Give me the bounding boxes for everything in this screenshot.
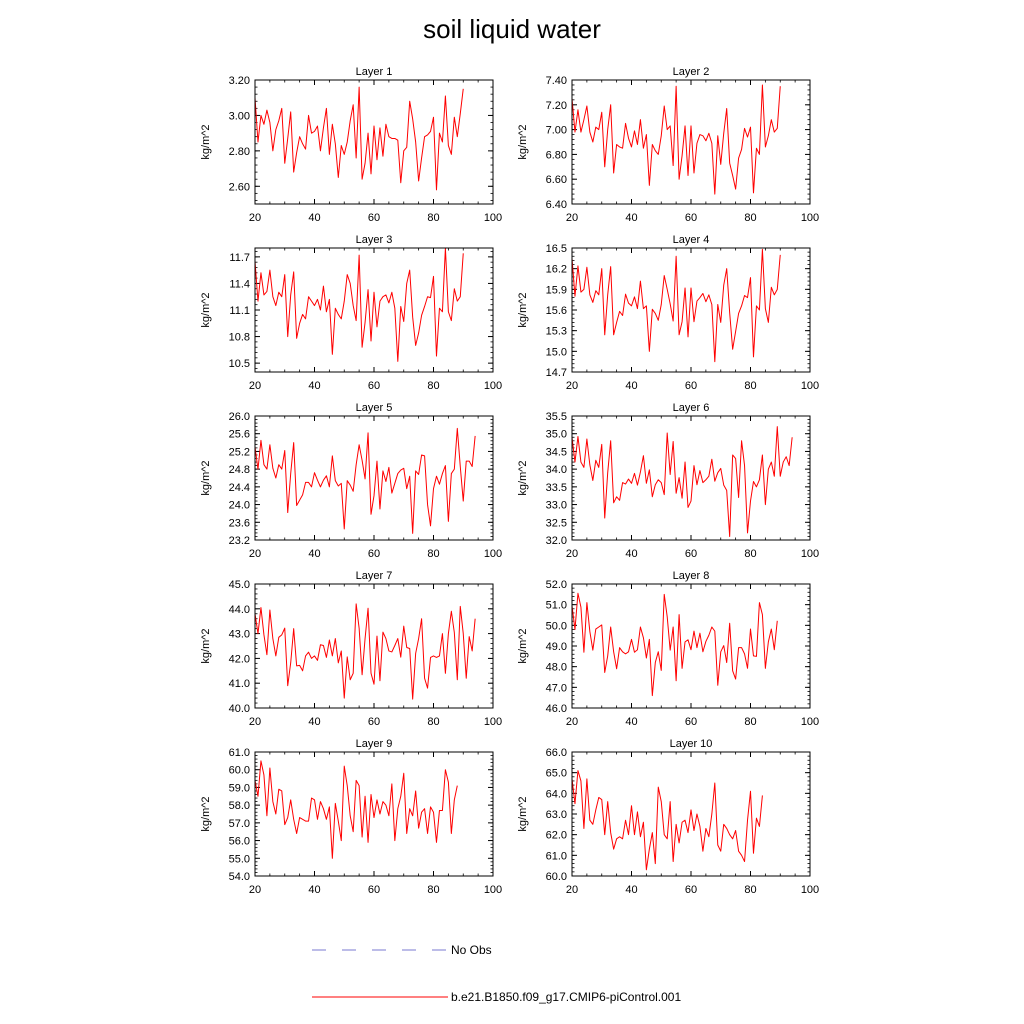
y-tick-label: 6.60 xyxy=(545,174,567,187)
x-tick-label: 60 xyxy=(367,716,381,728)
x-tick-label: 60 xyxy=(684,716,698,728)
plot-frame xyxy=(255,584,493,708)
x-tick-label: 40 xyxy=(308,212,321,224)
y-tick-label: 26.0 xyxy=(228,411,250,423)
y-tick-label: 55.0 xyxy=(228,853,250,866)
x-tick-label: 40 xyxy=(308,716,321,728)
y-tick-label: 35.5 xyxy=(545,411,567,423)
y-tick-label: 61.0 xyxy=(228,747,250,759)
panel-title: Layer 10 xyxy=(669,738,713,750)
y-tick-label: 16.5 xyxy=(545,243,567,255)
y-tick-label: 60.0 xyxy=(545,871,567,883)
x-tick-label: 100 xyxy=(483,884,503,896)
y-tick-label: 23.2 xyxy=(228,535,250,547)
y-tick-label: 32.0 xyxy=(545,535,567,547)
x-tick-label: 100 xyxy=(483,380,503,392)
y-tick-label: 11.1 xyxy=(229,305,250,317)
x-tick-label: 80 xyxy=(744,884,757,896)
series-line xyxy=(255,87,463,190)
y-axis-label: kg/m^2 xyxy=(200,796,212,832)
x-tick-label: 40 xyxy=(625,716,638,728)
y-tick-label: 49.0 xyxy=(545,641,567,653)
x-tick-label: 80 xyxy=(427,716,440,728)
y-tick-label: 11.7 xyxy=(229,251,250,264)
y-tick-label: 56.0 xyxy=(228,835,250,848)
y-tick-label: 24.0 xyxy=(228,499,250,512)
x-tick-label: 60 xyxy=(684,548,698,560)
y-tick-label: 62.0 xyxy=(545,829,567,842)
y-axis-label: kg/m^2 xyxy=(517,124,529,160)
x-tick-label: 80 xyxy=(744,212,757,224)
x-tick-label: 80 xyxy=(427,884,440,896)
x-tick-label: 100 xyxy=(483,548,503,560)
y-axis-label: kg/m^2 xyxy=(517,460,529,496)
y-tick-label: 15.0 xyxy=(545,346,567,359)
plot-frame xyxy=(572,752,810,876)
panel-title: Layer 3 xyxy=(355,234,393,246)
x-tick-label: 80 xyxy=(744,380,757,392)
x-tick-label: 100 xyxy=(800,380,820,392)
series-line xyxy=(572,593,777,695)
panel-title: Layer 9 xyxy=(355,738,393,750)
y-tick-label: 41.0 xyxy=(228,678,250,691)
x-tick-label: 60 xyxy=(367,548,381,560)
chart-title: soil liquid water xyxy=(423,14,601,44)
y-tick-label: 6.80 xyxy=(545,149,567,162)
y-tick-label: 14.7 xyxy=(545,367,567,379)
y-axis-label: kg/m^2 xyxy=(200,124,212,160)
y-tick-label: 10.8 xyxy=(228,331,250,344)
panel-title: Layer 7 xyxy=(355,570,393,582)
x-tick-label: 100 xyxy=(800,212,820,224)
x-tick-label: 20 xyxy=(248,716,262,728)
y-tick-label: 7.20 xyxy=(545,99,567,112)
panel-layer-8 xyxy=(517,570,819,728)
series-line xyxy=(572,427,792,537)
y-tick-label: 43.0 xyxy=(228,628,250,641)
plot-frame xyxy=(572,80,810,204)
y-tick-label: 42.0 xyxy=(228,653,250,666)
y-tick-label: 54.0 xyxy=(228,871,250,883)
y-tick-label: 33.0 xyxy=(545,499,567,512)
x-tick-label: 80 xyxy=(744,716,757,728)
x-tick-label: 20 xyxy=(565,884,579,896)
y-tick-label: 45.0 xyxy=(228,579,250,591)
x-tick-label: 20 xyxy=(248,212,262,224)
panel-layer-3 xyxy=(200,234,502,392)
x-tick-label: 60 xyxy=(684,380,698,392)
panel-layer-7 xyxy=(200,570,502,728)
y-axis-label: kg/m^2 xyxy=(200,628,212,664)
y-tick-label: 61.0 xyxy=(545,850,567,863)
x-tick-label: 40 xyxy=(625,212,638,224)
series-line xyxy=(572,771,762,870)
y-tick-label: 48.0 xyxy=(545,661,567,674)
x-tick-label: 40 xyxy=(308,884,321,896)
panel-title: Layer 4 xyxy=(672,234,710,246)
panel-layer-5 xyxy=(200,402,502,560)
x-tick-label: 80 xyxy=(427,380,440,392)
panel-layer-9 xyxy=(200,738,502,896)
y-tick-label: 3.20 xyxy=(228,75,250,87)
y-tick-label: 25.2 xyxy=(228,446,250,459)
x-tick-label: 100 xyxy=(800,548,820,560)
y-tick-label: 24.4 xyxy=(228,481,250,494)
x-tick-label: 60 xyxy=(367,884,381,896)
x-tick-label: 80 xyxy=(427,548,440,560)
series-line xyxy=(255,248,463,361)
panel-title: Layer 6 xyxy=(672,402,710,414)
series-line xyxy=(572,85,780,194)
series-line xyxy=(255,761,457,858)
x-tick-label: 20 xyxy=(565,548,579,560)
legend-label-1: No Obs xyxy=(451,943,492,957)
legend xyxy=(312,943,681,1004)
y-tick-label: 15.6 xyxy=(545,305,567,317)
x-tick-label: 60 xyxy=(367,380,381,392)
y-axis-label: kg/m^2 xyxy=(517,796,529,832)
y-tick-label: 60.0 xyxy=(228,764,250,777)
y-tick-label: 57.0 xyxy=(228,817,250,830)
y-tick-label: 11.4 xyxy=(229,278,250,291)
y-tick-label: 52.0 xyxy=(545,579,567,591)
y-tick-label: 46.0 xyxy=(545,703,567,715)
y-tick-label: 2.80 xyxy=(228,145,250,158)
x-tick-label: 100 xyxy=(800,884,820,896)
y-tick-label: 47.0 xyxy=(545,682,567,695)
y-axis-label: kg/m^2 xyxy=(200,460,212,496)
y-tick-label: 16.2 xyxy=(545,263,567,276)
y-tick-label: 7.00 xyxy=(545,124,567,137)
y-tick-label: 65.0 xyxy=(545,767,567,780)
y-tick-label: 2.60 xyxy=(228,181,250,194)
panel-layer-2 xyxy=(517,66,819,224)
panel-layer-1 xyxy=(200,66,502,224)
y-tick-label: 15.9 xyxy=(545,284,567,297)
y-tick-label: 33.5 xyxy=(545,481,567,494)
panel-title: Layer 2 xyxy=(672,66,710,78)
x-tick-label: 20 xyxy=(565,212,579,224)
panel-layer-10 xyxy=(517,738,819,896)
y-tick-label: 35.0 xyxy=(545,428,567,441)
x-tick-label: 40 xyxy=(308,548,321,560)
y-tick-label: 34.5 xyxy=(545,446,567,459)
x-tick-label: 60 xyxy=(684,212,698,224)
x-tick-label: 100 xyxy=(800,716,820,728)
x-tick-label: 80 xyxy=(744,548,757,560)
x-tick-label: 80 xyxy=(427,212,440,224)
x-tick-label: 20 xyxy=(248,548,262,560)
y-tick-label: 10.5 xyxy=(228,358,250,371)
y-tick-label: 3.00 xyxy=(228,110,250,123)
y-axis-label: kg/m^2 xyxy=(200,292,212,328)
y-tick-label: 7.40 xyxy=(545,75,567,87)
y-tick-label: 32.5 xyxy=(545,517,567,530)
series-line xyxy=(255,604,475,699)
legend-label-2: b.e21.B1850.f09_g17.CMIP6-piControl.001 xyxy=(451,990,682,1004)
x-tick-label: 20 xyxy=(565,380,579,392)
panel-layer-4 xyxy=(517,234,819,392)
plot-frame xyxy=(255,248,493,372)
panel-title: Layer 8 xyxy=(672,570,710,582)
panel-title: Layer 5 xyxy=(355,402,393,414)
y-tick-label: 6.40 xyxy=(545,199,567,211)
y-tick-label: 63.0 xyxy=(545,809,567,821)
y-tick-label: 40.0 xyxy=(228,703,250,715)
y-tick-label: 64.0 xyxy=(545,788,567,801)
plot-frame xyxy=(255,80,493,204)
x-tick-label: 100 xyxy=(483,212,503,224)
y-tick-label: 25.6 xyxy=(228,428,250,441)
y-tick-label: 50.0 xyxy=(545,620,567,633)
x-tick-label: 20 xyxy=(565,716,579,728)
y-tick-label: 51.0 xyxy=(545,599,567,612)
x-tick-label: 40 xyxy=(308,380,321,392)
x-tick-label: 100 xyxy=(483,716,503,728)
y-tick-label: 34.0 xyxy=(545,464,567,477)
x-tick-label: 60 xyxy=(684,884,698,896)
x-tick-label: 40 xyxy=(625,548,638,560)
y-tick-label: 44.0 xyxy=(228,603,250,616)
series-line xyxy=(255,428,475,533)
x-tick-label: 20 xyxy=(248,380,262,392)
x-tick-label: 40 xyxy=(625,380,638,392)
panel-title: Layer 1 xyxy=(355,66,393,78)
x-tick-label: 20 xyxy=(248,884,262,896)
x-tick-label: 60 xyxy=(367,212,381,224)
y-axis-label: kg/m^2 xyxy=(517,292,529,328)
x-tick-label: 40 xyxy=(625,884,638,896)
y-tick-label: 58.0 xyxy=(228,800,250,813)
panel-layer-6 xyxy=(517,402,819,560)
y-tick-label: 15.3 xyxy=(545,325,567,338)
y-tick-label: 24.8 xyxy=(228,464,250,477)
series-line xyxy=(572,249,780,361)
y-tick-label: 23.6 xyxy=(228,517,250,530)
y-tick-label: 66.0 xyxy=(545,747,567,759)
y-tick-label: 59.0 xyxy=(228,782,250,795)
plot-frame xyxy=(572,248,810,372)
y-axis-label: kg/m^2 xyxy=(517,628,529,664)
